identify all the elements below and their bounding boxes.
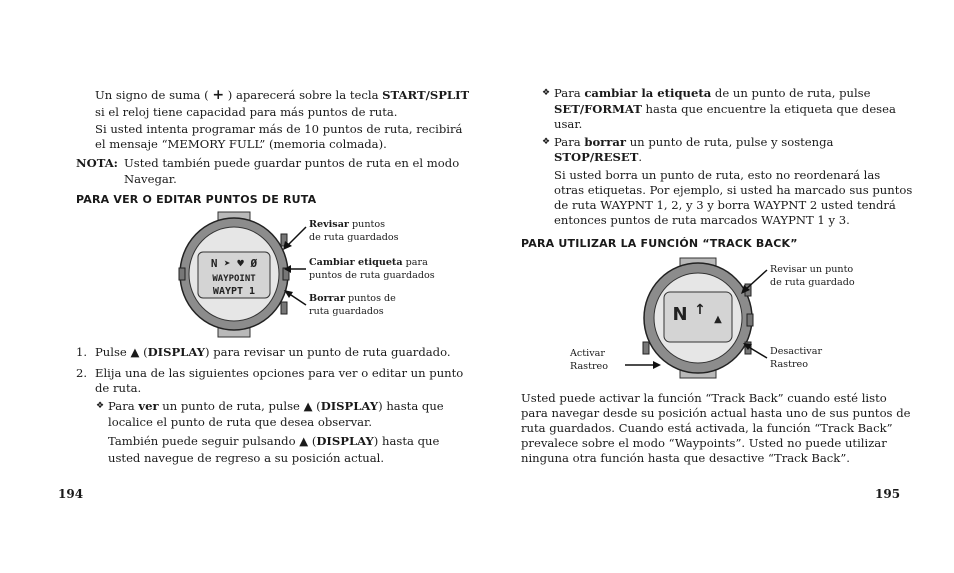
callout-change-label	[309, 257, 435, 282]
sub-ver-line-1	[108, 399, 444, 415]
callout-delete	[309, 293, 396, 318]
callout-deactivate	[770, 346, 822, 371]
bullet-2-line-2	[554, 150, 642, 166]
bullet-text: .	[638, 150, 643, 164]
nota-label: NOTA:	[76, 156, 118, 170]
sub-bold: ver	[138, 399, 159, 413]
callout-text: puntos de	[344, 293, 396, 304]
callout-bold: Revisar	[309, 219, 349, 230]
bullet-text: hasta que encuentre la etiqueta que desea	[641, 102, 896, 116]
key-display: DISPLAY	[316, 434, 374, 448]
intro-line-3: Si usted intenta programar más de 10 puntos de ruta, recibirá	[95, 122, 463, 136]
nota-line-1: Usted también puede guardar puntos de ruta en el modo	[124, 156, 460, 170]
body-line-2: para navegar desde su posición actual hasta uno de sus puntos de	[521, 406, 911, 420]
callout-bold: Cambiar etiqueta	[309, 257, 403, 268]
body-line-1: Usted puede activar la función “Track Back” cuando esté listo	[521, 391, 887, 405]
watch-lcd-line: WAYPOINT	[212, 274, 256, 284]
step-2-line-2: de ruta.	[95, 381, 142, 395]
sub-text: Para	[108, 399, 139, 413]
callout-text: puntos de ruta guardados	[309, 269, 435, 281]
step-1-number: 1.	[76, 345, 88, 359]
step-1-text	[95, 345, 451, 361]
sub-text: ) hasta que	[373, 434, 440, 448]
bullet-1-line-1	[554, 86, 871, 102]
key-display: DISPLAY	[320, 399, 379, 413]
watch-diagram-waypoints	[178, 212, 290, 337]
section-heading: PARA VER O EDITAR PUNTOS DE RUTA	[76, 193, 317, 206]
sub-text: ) hasta que	[378, 399, 444, 413]
bullet-text: de un punto de ruta, pulse	[711, 86, 871, 100]
key-start-split: START/SPLIT	[382, 88, 470, 102]
callout-arrows-right	[617, 268, 777, 378]
key-set-format: SET/FORMAT	[554, 102, 642, 116]
body-line-3: ruta guardados. Cuando está activada, la función “Track Back”	[521, 421, 893, 435]
key-stop-reset: STOP/RESET	[554, 150, 639, 164]
sub-ver-line-4: usted navegue de regreso a su posición actual.	[108, 451, 385, 465]
bullet-text: Para	[554, 135, 585, 149]
bullet-diamond-icon: ❖	[542, 137, 551, 147]
callout-text: ruta guardados	[309, 305, 384, 317]
step-text: Pulse ▲ (	[95, 345, 148, 359]
watch-north-glyph: N	[672, 304, 688, 325]
right-page	[477, 0, 954, 573]
watch-arrow-glyph: ↑	[694, 302, 706, 318]
intro-text: ) aparecerá sobre la tecla	[224, 88, 383, 102]
watch-lcd-line: N ➤ ♥ Ø	[210, 257, 258, 270]
page-number-right: 195	[875, 487, 901, 501]
intro-line-1	[95, 88, 469, 104]
body-line-4: prevalece sobre el modo “Waypoints”. Usted no puede utilizar	[521, 436, 887, 450]
callout-text: Revisar un punto	[770, 264, 854, 275]
key-display: DISPLAY	[147, 345, 206, 359]
bullet-bold: cambiar la etiqueta	[584, 86, 712, 100]
bullet-diamond-icon: ❖	[96, 401, 105, 411]
step-2-number: 2.	[76, 366, 88, 380]
callout-text: Activar	[570, 348, 605, 359]
callout-text: de ruta guardado	[770, 276, 855, 288]
bullet-text: Para	[554, 86, 585, 100]
callout-review-waypoint	[770, 264, 855, 289]
callout-activate	[570, 348, 608, 373]
bullet-bold: borrar	[584, 135, 627, 149]
para-line-4: entonces puntos de ruta marcados WAYPNT 1 y 3.	[554, 213, 850, 227]
bullet-1-line-2	[554, 102, 896, 118]
step-2-line-1: Elija una de las siguientes opciones para ver o editar un punto	[95, 366, 464, 380]
callout-text: puntos	[348, 219, 386, 230]
callout-text: Rastreo	[570, 360, 608, 372]
bullet-1-line-3: usar.	[554, 117, 583, 131]
body-line-5: ninguna otra función hasta que desactive “Track Back”.	[521, 451, 850, 465]
intro-line-4: el mensaje “MEMORY FULL” (memoria colmada).	[95, 137, 387, 151]
sub-ver-line-3	[108, 434, 439, 450]
callout-text: de ruta guardados	[309, 231, 399, 243]
callout-text: Desactivar	[770, 346, 823, 357]
callout-review	[309, 219, 399, 244]
callout-arrows-left	[280, 225, 310, 315]
step-text: ) para revisar un punto de ruta guardado.	[205, 345, 451, 359]
sub-ver-line-2: localice el punto de ruta que desea observar.	[108, 415, 373, 429]
watch-lcd-line: WAYPT 1	[212, 286, 256, 297]
para-line-1: Si usted borra un punto de ruta, esto no reordenará las	[554, 168, 881, 182]
bullet-diamond-icon: ❖	[542, 88, 551, 98]
nota-line-2: Navegar.	[124, 172, 177, 186]
watch-marker-glyph: ▲	[714, 314, 722, 325]
intro-text: Un signo de suma (	[95, 88, 213, 102]
sub-text: También puede seguir pulsando ▲ (	[108, 434, 317, 448]
callout-bold: Borrar	[309, 293, 345, 304]
bullet-2-line-1	[554, 135, 833, 151]
intro-line-2: si el reloj tiene capacidad para más puntos de ruta.	[95, 105, 398, 119]
callout-text: para	[402, 257, 428, 268]
plus-sign: +	[212, 87, 225, 103]
section-heading: PARA UTILIZAR LA FUNCIÓN “TRACK BACK”	[521, 237, 798, 250]
page-number-left: 194	[58, 487, 84, 501]
bullet-text: un punto de ruta, pulse y sostenga	[626, 135, 834, 149]
callout-text: Rastreo	[770, 358, 808, 370]
sub-text: un punto de ruta, pulse ▲ (	[158, 399, 321, 413]
para-line-3: de ruta WAYPNT 1, 2, y 3 y borra WAYPNT 2 usted tendrá	[554, 198, 896, 212]
para-line-2: otras etiquetas. Por ejemplo, si usted ha marcado sus puntos	[554, 183, 913, 197]
